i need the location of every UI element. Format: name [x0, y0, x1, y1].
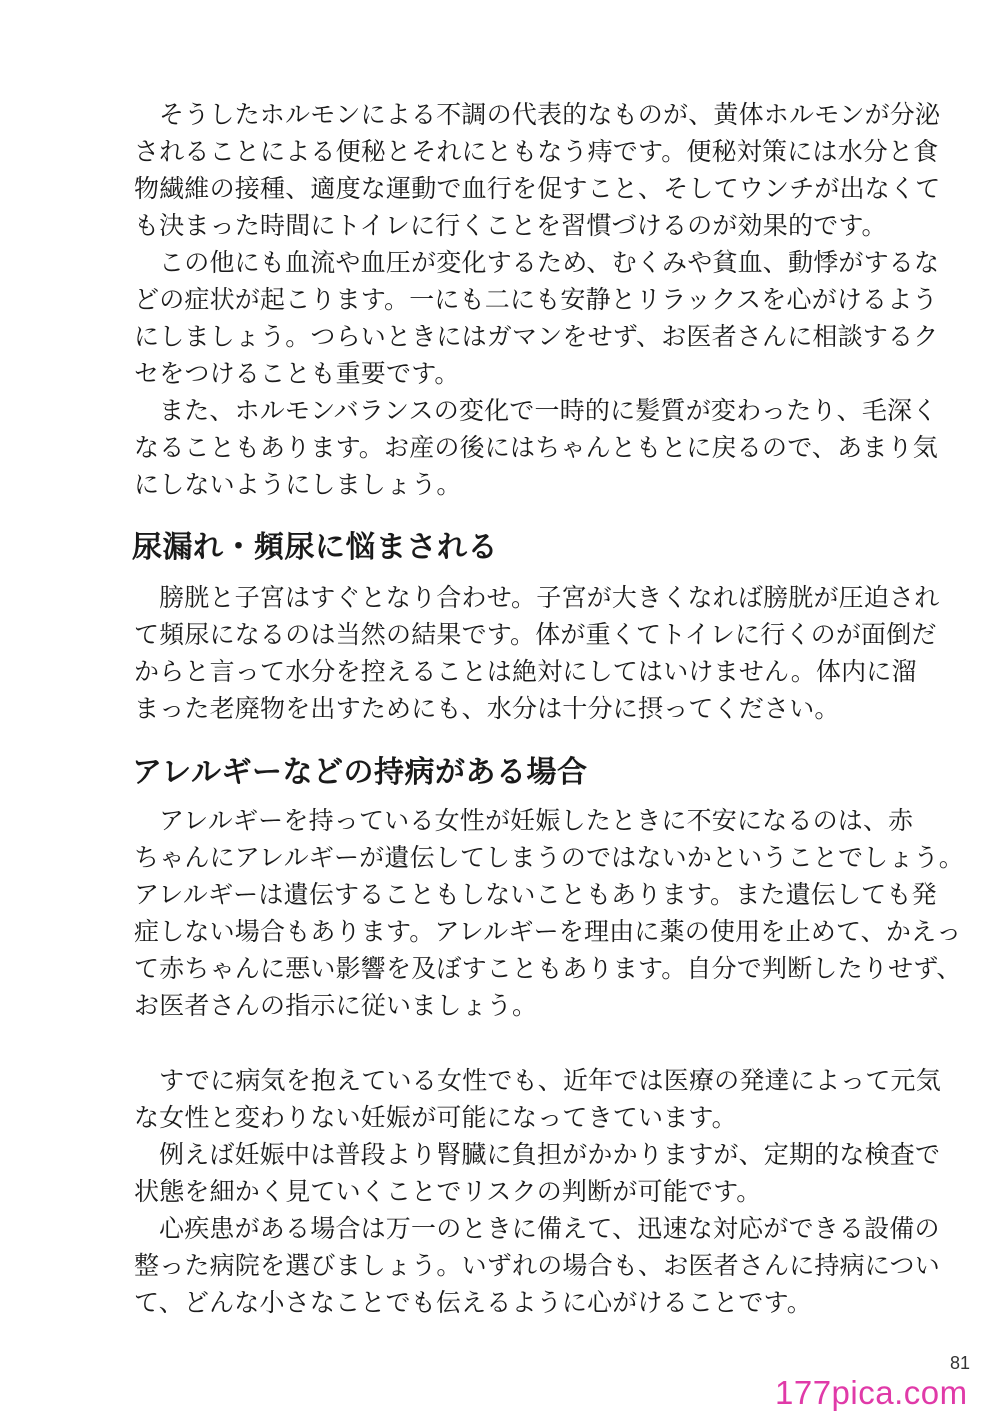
paragraph-line: セをつけることも重要です。 — [134, 359, 460, 388]
paragraph-line: どの症状が起こります。一にも二にも安静とリラックスを心がけるよう — [134, 285, 938, 314]
paragraph-line: 状態を細かく見ていくことでリスクの判断が可能です。 — [134, 1177, 762, 1206]
paragraph-line: て頻尿になるのは当然の結果です。体が重くてトイレに行くのが面倒だ — [134, 620, 937, 649]
watermark: 177pica.com — [775, 1374, 968, 1411]
paragraph-line: 物繊維の接種、適度な運動で血行を促すこと、そしてウンチが出なくて — [134, 174, 941, 203]
paragraph-line: 整った病院を選びましょう。いずれの場合も、お医者さんに持病につい — [134, 1251, 940, 1280]
page-number: 81 — [950, 1353, 971, 1373]
paragraph-line: て赤ちゃんに悪い影響を及ぼすこともあります。自分で判断したりせず、 — [134, 954, 962, 983]
paragraph-line: 心疾患がある場合は万一のときに備えて、迅速な対応ができる設備の — [159, 1214, 940, 1243]
paragraph-line: されることによる便秘とそれにともなう痔です。便秘対策には水分と食 — [134, 137, 939, 166]
paragraph-line: 症しない場合もあります。アレルギーを理由に薬の使用を止めて、かえっ — [134, 917, 962, 946]
paragraph-line: そうしたホルモンによる不調の代表的なものが、黄体ホルモンが分泌 — [159, 100, 941, 129]
paragraph-line: からと言って水分を控えることは絶対にしてはいけません。体内に溜 — [134, 657, 917, 686]
section-heading-urinary: 尿漏れ・頻尿に悩まされる — [132, 530, 498, 565]
paragraph-line: 膀胱と子宮はすぐとなり合わせ。子宮が大きくなれば膀胱が圧迫され — [159, 583, 940, 612]
paragraph-line: て、どんな小さなことでも伝えるように心がけることです。 — [134, 1288, 812, 1317]
paragraph-line: も決まった時間にトイレに行くことを習慣づけるのが効果的です。 — [134, 211, 887, 240]
paragraph-line: にしないようにしましょう。 — [134, 470, 462, 499]
paragraph-line: アレルギーを持っている女性が妊娠したときに不安になるのは、赤 — [159, 806, 914, 835]
paragraph-line: なることもあります。お産の後にはちゃんともとに戻るので、あまり気 — [134, 433, 938, 462]
paragraph-line: な女性と変わりない妊娠が可能になってきています。 — [134, 1103, 737, 1132]
paragraph-line: ちゃんにアレルギーが遺伝してしまうのではないかということでしょう。 — [134, 843, 964, 872]
paragraph-line: 例えば妊娠中は普段より腎臓に負担がかかりますが、定期的な検査で — [159, 1140, 941, 1169]
paragraph-line: お医者さんの指示に従いましょう。 — [134, 991, 538, 1020]
paragraph-line: すでに病気を抱えている女性でも、近年では医療の発達によって元気 — [159, 1066, 941, 1095]
paragraph-line: まった老廃物を出すためにも、水分は十分に摂ってください。 — [134, 694, 840, 723]
paragraph-line: にしましょう。つらいときにはガマンをせず、お医者さんに相談するク — [134, 322, 939, 351]
paragraph-line: アレルギーは遺伝することもしないこともあります。また遺伝しても発 — [134, 880, 937, 909]
paragraph-line: また、ホルモンバランスの変化で一時的に髪質が変わったり、毛深く — [159, 396, 938, 425]
paragraph-line: この他にも血流や血圧が変化するため、むくみや貧血、動悸がするな — [159, 248, 940, 277]
section-heading-allergy: アレルギーなどの持病がある場合 — [132, 755, 588, 790]
